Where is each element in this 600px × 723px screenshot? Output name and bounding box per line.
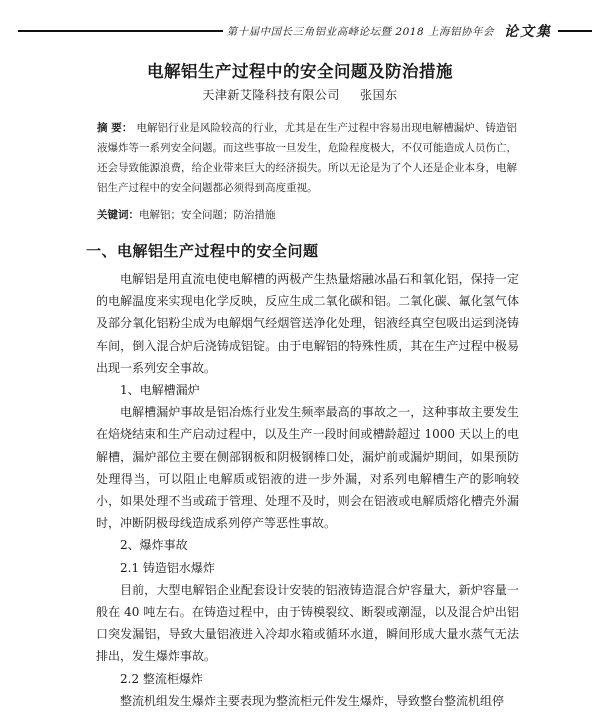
running-header (18, 20, 592, 42)
subsection-heading: 1、电解槽漏炉 (120, 383, 200, 398)
body-paragraph: 整流机组发生爆炸主要表现为整流柜元件发生爆炸，导致整台整流机组停 (120, 693, 505, 708)
author-line (0, 86, 600, 103)
conference-name: 第十届中国长三角铝业高峰论坛暨 2018 上海铝协年会 (226, 25, 494, 38)
abstract-label: 摘 要： (97, 122, 133, 134)
abstract (97, 118, 517, 198)
keywords (97, 206, 517, 224)
header-rule-left (18, 30, 223, 32)
author-name: 张国东 (360, 88, 398, 102)
header-rule-right (558, 30, 592, 32)
subsubsection-heading: 2.1 铸造铝水爆炸 (120, 560, 215, 575)
keywords-label: 关键词： (97, 209, 139, 221)
abstract-text: 电解铝行业是风险较高的行业，尤其是在生产过程中容易出现电解槽漏炉、铸造铝液爆炸等一系列安全问题。而这些事故一旦发生，危险程度极大，不仅可能造成人员伤亡，还会导致能源浪费，给企业带来巨大的经济损失。所以无论是为了个人还是企业本身，电解铝生产过程中的安全问题都必须得到高度重视。 (97, 122, 518, 194)
paper-title: 电解铝生产过程中的安全问题及防治措施 (147, 62, 453, 81)
subsubsection-heading: 2.2 整流柜爆炸 (120, 671, 203, 686)
body-paragraph: 电解槽漏炉事故是铝冶炼行业发生频率最高的事故之一，这种事故主要发生在焙烧结束和生产启动过程中，以及生产一段时间或槽龄超过 1000 天以上的电解槽，漏炉部位主要在侧部钢板和阴极钢棒口处，漏炉前或漏炉期间，如果预防处理得当，可以阻止电解质或铝液的进一步外漏，对系列电解槽生产的影响较小，如果处理不当或疏于管理、处理不及时，则会在铝液或电解质熔化槽壳外漏时，冲断阴极母线造成系列停产等恶性事故。 (96, 405, 519, 531)
keywords-text: 电解铝；安全问题；防治措施 (139, 209, 276, 221)
collection-label: 论文集 (504, 24, 552, 40)
author-organization: 天津新艾隆科技有限公司 (202, 88, 340, 102)
intro-paragraph: 电解铝是用直流电使电解槽的两极产生热量熔融冰晶石和氧化铝，保持一定的电解温度来实现电化学反映，反应生成二氧化碳和铝。二氧化碳、氟化氢气体及部分氧化铝粉尘成为电解烟气经烟管送净化处理，铝液经真空包吸出运到浇铸车间，倒入混合炉后浇铸成铝锭。由于电解铝的特殊性质，其在生产过程中极易出现一系列安全事故。 (96, 272, 519, 375)
subsection-heading: 2、爆炸事故 (120, 538, 188, 553)
body-paragraph: 目前，大型电解铝企业配套设计安装的铝液铸造混合炉容量大，新炉容量一般在 40 吨左右。在铸造过程中，由于铸模裂纹、断裂或潮湿，以及混合炉出铝口突发漏铝，导致大量铝液进入冷却水箱或循环水道，瞬间形成大量水蒸气无法排出，发生爆炸事故。 (96, 582, 519, 664)
section-body (96, 268, 519, 712)
section-heading: 一、电解铝生产过程中的安全问题 (86, 242, 319, 260)
